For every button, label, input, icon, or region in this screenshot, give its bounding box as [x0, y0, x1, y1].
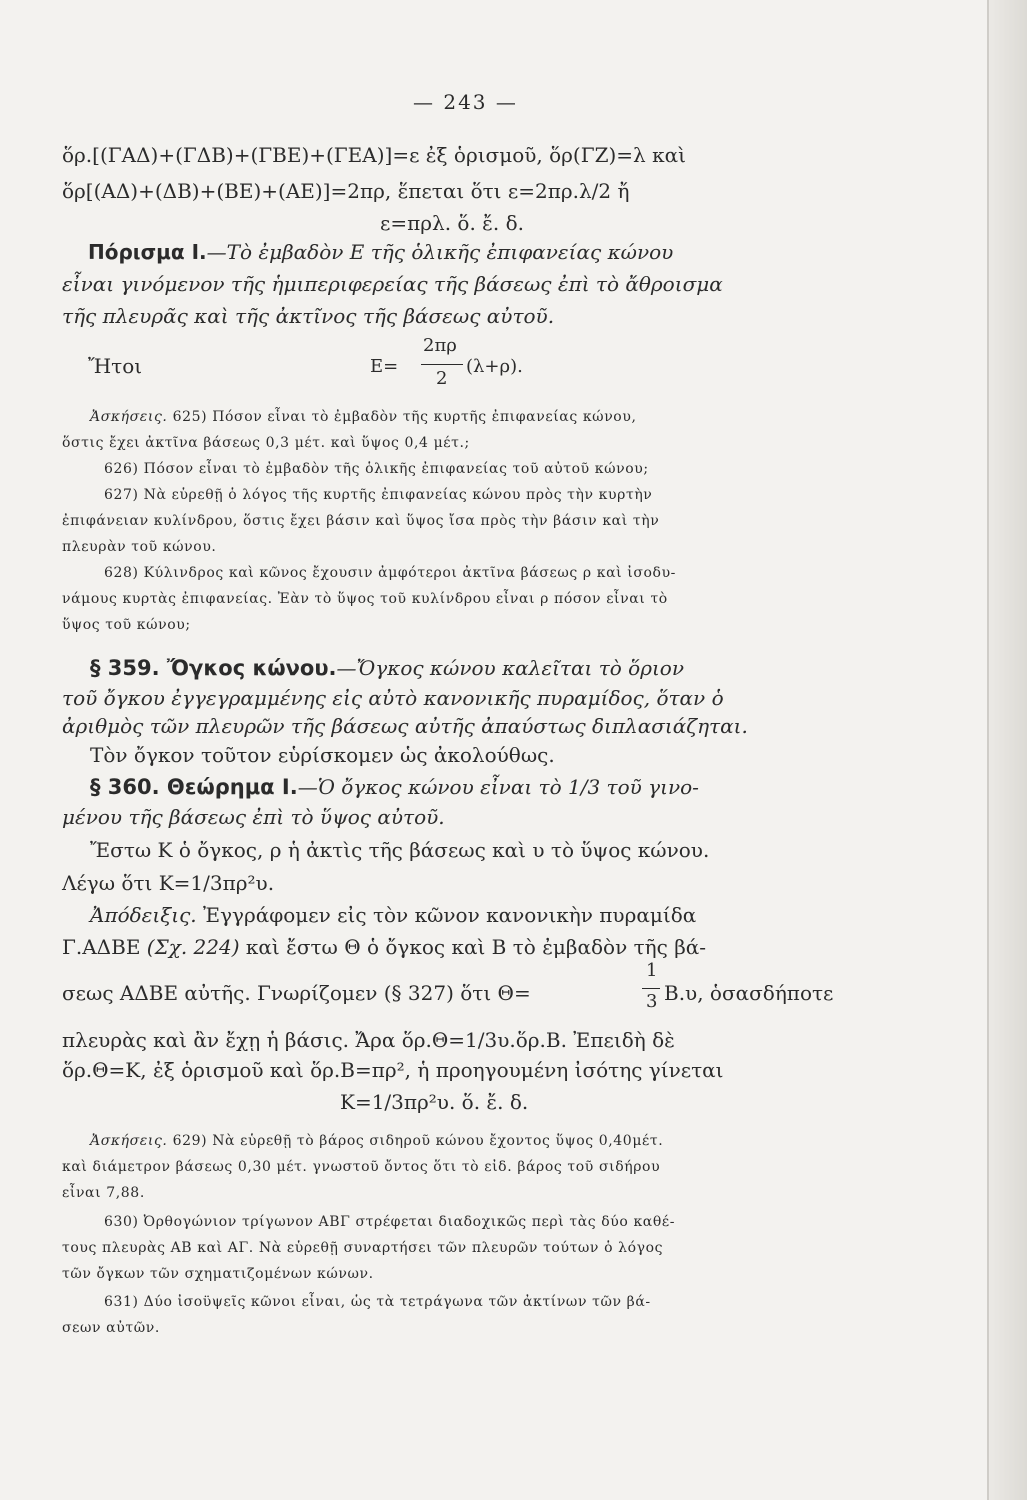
exercise-line: τους πλευρὰς ΑΒ καὶ ΑΓ. Νὰ εὑρεθῇ συναρτήσει τῶν πλευρῶν τούτων ὁ λόγος: [62, 1240, 664, 1256]
text-line: ε=πρλ. ὅ. ἔ. δ.: [380, 211, 525, 235]
section-359-line-1: [90, 658, 684, 679]
htoi-label: Ἤτοι: [88, 354, 143, 378]
section-360-heading: § 360. Θεώρημα Ι.: [90, 775, 298, 799]
exercise-line: [90, 1134, 663, 1148]
formula-numerator: 2πρ: [423, 335, 457, 356]
formula-rhs: (λ+ρ).: [466, 356, 523, 377]
exercise-line: πλευρὰν τοῦ κώνου.: [62, 539, 217, 555]
exercise-line: νάμους κυρτὰς ἐπιφανείας. Ἐὰν τὸ ὕψος τοῦ κυλίνδρου εἶναι ρ πόσον εἶναι τὸ: [62, 591, 668, 607]
section-359-heading: § 359. Ὄγκος κώνου.: [90, 656, 337, 680]
text-line: εἶναι γινόμενον τῆς ἡμιπεριφερείας τῆς βάσεως ἐπὶ τὸ ἄθροισμα: [62, 272, 723, 296]
porisma-text: —Τὸ ἐμβαδὸν Ε τῆς ὁλικῆς ἐπιφανείας κώνου: [206, 240, 674, 264]
text-line: Τὸν ὄγκον τοῦτον εὑρίσκομεν ὡς ἀκολούθως.: [90, 743, 555, 767]
formula-lhs: Ε=: [370, 356, 399, 377]
text-line: Λέγω ὅτι Κ=1/3πρ²υ.: [62, 871, 275, 895]
fraction-denominator: 3: [646, 991, 658, 1012]
exercises-label: Ἀσκήσεις.: [90, 1133, 168, 1149]
text-line: τῆς πλευρᾶς καὶ τῆς ἀκτῖνος τῆς βάσεως αὐτοῦ.: [62, 304, 555, 328]
exercise-line: ὕψος τοῦ κώνου;: [62, 617, 191, 633]
formula-denominator: 2: [436, 368, 448, 389]
proof-line: [90, 905, 696, 925]
proof-line: [62, 937, 706, 957]
porisma-heading: Πόρισμα Ι.: [88, 240, 207, 264]
exercise-line: ὅστις ἔχει ἀκτῖνα βάσεως 0,3 μέτ. καὶ ὕψος 0,4 μέτ.;: [62, 435, 470, 451]
exercise-text: 629) Νὰ εὑρεθῇ τὸ βάρος σιδηροῦ κώνου ἔχοντος ὕψος 0,40μέτ.: [172, 1133, 664, 1149]
proof-text: Γ.ΑΔΒΕ: [62, 935, 141, 959]
fraction-bar: [421, 364, 463, 365]
proof-text: σεως ΑΔΒΕ αὐτῆς. Γνωρίζομεν (§ 327) ὅτι Θ=: [62, 981, 531, 1005]
exercise-line: εἶναι 7,88.: [62, 1185, 145, 1201]
porisma-line-1: [88, 242, 673, 262]
page-number: — 243 —: [413, 90, 518, 114]
text-line: Ἔστω Κ ὁ ὄγκος, ρ ἡ ἀκτὶς τῆς βάσεως καὶ υ τὸ ὕψος κώνου.: [90, 838, 710, 862]
proof-label: Ἀπόδειξις.: [90, 903, 197, 927]
exercise-line: 630) Ὀρθογώνιον τρίγωνον ΑΒΓ στρέφεται διαδοχικῶς περὶ τὰς δύο καθέ-: [104, 1214, 676, 1230]
exercises-label: Ἀσκήσεις.: [90, 409, 168, 425]
exercise-text: 625) Πόσον εἶναι τὸ ἐμβαδὸν τῆς κυρτῆς ἐπιφανείας κώνου,: [172, 409, 637, 425]
section-359-text: —Ὄγκος κώνου καλεῖται τὸ ὅριον: [336, 656, 685, 680]
proof-line: Κ=1/3πρ²υ. ὅ. ἔ. δ.: [340, 1090, 529, 1114]
fraction-numerator: 1: [646, 960, 658, 981]
fraction-bar: [642, 988, 660, 989]
text-line: μένου τῆς βάσεως ἐπὶ τὸ ὕψος αὐτοῦ.: [62, 805, 445, 829]
text-line: ὅρ.[(ΓΑΔ)+(ΓΔΒ)+(ΓΒΕ)+(ΓΕΑ)]=ε ἐξ ὁρισμοῦ, ὅρ(ΓΖ)=λ καὶ: [62, 143, 686, 167]
text-line: τοῦ ὄγκου ἐγγεγραμμένης εἰς αὐτὸ κανονικῆς πυραμίδος, ὅταν ὁ: [62, 686, 724, 710]
exercise-line: [90, 410, 637, 424]
exercise-line: ἐπιφάνειαν κυλίνδρου, ὅστις ἔχει βάσιν καὶ ὕψος ἴσα πρὸς τὴν βάσιν καὶ τὴν: [62, 513, 660, 529]
text-line: ὅρ[(ΑΔ)+(ΔΒ)+(ΒΕ)+(ΑΕ)]=2πρ, ἕπεται ὅτι ε=2πρ.λ/2 ἤ: [62, 179, 630, 203]
exercise-line: τῶν ὄγκων τῶν σχηματιζομένων κώνων.: [62, 1266, 374, 1282]
section-360-text: —Ὁ ὄγκος κώνου εἶναι τὸ 1/3 τοῦ γινο-: [297, 775, 699, 799]
proof-text: Ἐγγράφομεν εἰς τὸν κῶνον κανονικὴν πυραμίδα: [203, 903, 697, 927]
section-360-line-1: [90, 777, 699, 798]
proof-text: καὶ ἔστω Θ ὁ ὄγκος καὶ Β τὸ ἐμβαδὸν τῆς βά-: [245, 935, 707, 959]
proof-line: πλευρὰς καὶ ἂν ἔχῃ ἡ βάσις. Ἄρα ὅρ.Θ=1/3υ.ὅρ.Β. Ἐπειδὴ δὲ: [62, 1028, 675, 1052]
proof-text: Β.υ, ὁσασδήποτε: [664, 981, 834, 1005]
proof-line: ὅρ.Θ=Κ, ἐξ ὁρισμοῦ καὶ ὅρ.Β=πρ², ἡ προηγουμένη ἰσότης γίνεται: [62, 1058, 724, 1082]
exercise-line: 628) Κύλινδρος καὶ κῶνος ἔχουσιν ἀμφότεροι ἀκτῖνα βάσεως ρ καὶ ἰσοδυ-: [104, 565, 677, 581]
exercise-line: 631) Δύο ἰσοϋψεῖς κῶνοι εἶναι, ὡς τὰ τετράγωνα τῶν ἀκτίνων τῶν βά-: [104, 1294, 651, 1310]
text-line: ἀριθμὸς τῶν πλευρῶν τῆς βάσεως αὐτῆς ἀπαύστως διπλασιάζηται.: [62, 714, 748, 738]
exercise-line: καὶ διάμετρον βάσεως 0,30 μέτ. γνωστοῦ ὄντος ὅτι τὸ εἰδ. βάρος τοῦ σιδήρου: [62, 1159, 661, 1175]
exercise-line: σεων αὐτῶν.: [62, 1320, 160, 1336]
exercise-line: 626) Πόσον εἶναι τὸ ἐμβαδὸν τῆς ὁλικῆς ἐπιφανείας τοῦ αὐτοῦ κώνου;: [104, 461, 649, 477]
figure-reference: (Σχ. 224): [146, 935, 240, 959]
exercise-line: 627) Νὰ εὑρεθῇ ὁ λόγος τῆς κυρτῆς ἐπιφανείας κώνου πρὸς τὴν κυρτὴν: [104, 487, 653, 503]
